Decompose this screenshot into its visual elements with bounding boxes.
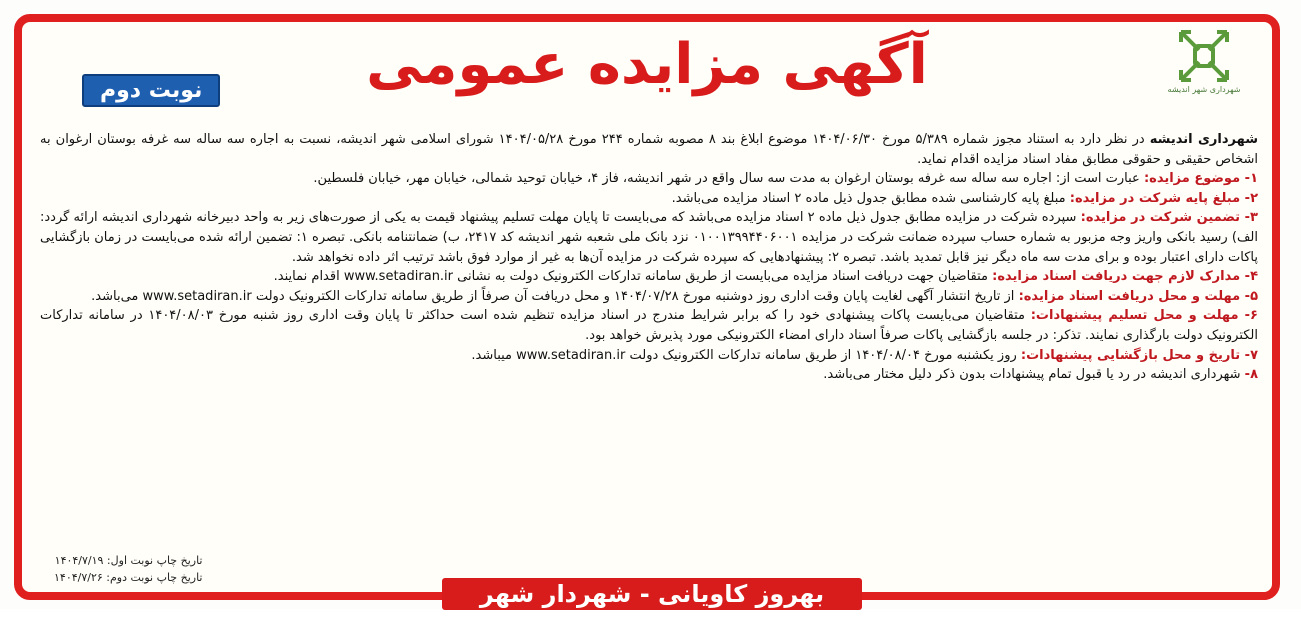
list-item bbox=[40, 267, 1258, 287]
list-item bbox=[40, 365, 1258, 385]
list-item bbox=[40, 208, 1258, 267]
item-text: متقاضیان می‌بایست پاکات پیشنهادی خود را که برابر شرایط مندرج در اسناد مزایده تنظیم شده است حداکثر تا پایان وقت اداری روز شنبه مورخ ۱۴۰۴/۰۸/۰۳ در سامانه تدارکات الکترونیک دولت بارگذاری نمایند. تذکر: در جلسه بازگشایی پاکات صرفاً اسناد دارای امضاء الکترونیکی مورد پذیرش خواهد بود. bbox=[40, 308, 1258, 343]
item-heading: ۳- تضمین شرکت در مزایده: bbox=[1080, 210, 1258, 226]
intro-lead: شهرداری اندیشه bbox=[1149, 132, 1258, 147]
list-item bbox=[40, 287, 1258, 307]
item-text: شهرداری اندیشه در رد یا قبول تمام پیشنهادات بدون ذکر دلیل مختار می‌باشد. bbox=[823, 367, 1241, 383]
item-text: از تاریخ انتشار آگهی لغایت پایان وقت اداری روز دوشنبه مورخ ۱۴۰۴/۰۷/۲۸ و محل دریافت آن صرفاً از طریق سامانه تدارکات الکترونیک دولت www.setadiran.ir می‌باشد. bbox=[91, 288, 1015, 304]
notice-frame bbox=[14, 14, 1280, 640]
signature-banner: بهروز کاویانی - شهردار شهر اندیشه bbox=[442, 578, 862, 610]
item-text: مبلغ پایه کارشناسی شده مطابق جدول ذیل ماده ۲ اسناد مزایده می‌باشد. bbox=[671, 190, 1066, 206]
logo-caption: شهرداری شهر اندیشه bbox=[1167, 85, 1241, 94]
round-badge: نوبت دوم bbox=[82, 74, 220, 107]
item-heading: ۷- تاریخ و محل بازگشایی پیشنهادات: bbox=[1020, 347, 1258, 363]
item-heading: ۶- مهلت و محل تسلیم پیشنهادات: bbox=[1030, 308, 1258, 324]
second-print-date: تاریخ چاپ نوبت دوم: ۱۴۰۴/۷/۲۶ bbox=[54, 571, 203, 584]
intro-paragraph bbox=[40, 130, 1258, 169]
print-dates bbox=[54, 552, 203, 586]
list-item bbox=[40, 189, 1258, 209]
item-text: عبارت است از: اجاره سه ساله سه غرفه بوستان ارغوان به مدت سه سال واقع در شهر اندیشه، فاز ۴، خیابان توحید شمالی، خیابان مهر، خیابان فلسطین. bbox=[313, 171, 1140, 187]
item-text: سپرده شرکت در مزایده مطابق جدول ذیل ماده ۲ اسناد مزایده می‌باشد که می‌بایست تا پایان مهلت تسلیم پیشنهاد قیمت به یکی از صورت‌های زیر به واحد دبیرخانه شهرداری اندیشه ارائه گردد: الف) رسید بانکی واریز وجه مزبور به شماره حساب سپرده ضمانت شرکت در مزایده ۰۱۰۰۱۳۹۹۴۴۰۶۰۰۱ نزد بانک ملی شعبه شهر اندیشه کد ۲۴۱۷، ب) ضمانتنامه بانکی. تبصره ۱: تضمین ارائه شده می‌بایست در زمان بازگشایی پاکات دارای اعتبار بوده و برای مدت سه ماه دیگر نیز قابل تمدید باشد. تبصره ۲: پیشنهادهایی که سپرده شرکت در مزایده آن‌ها به غیر از موارد فوق باشد ترتیب اثر داده نخواهد شد. bbox=[40, 210, 1259, 265]
list-item bbox=[40, 346, 1258, 366]
first-print-date: تاریخ چاپ نوبت اول: ۱۴۰۴/۷/۱۹ bbox=[54, 554, 203, 567]
item-heading: ۲- مبلغ پایه شرکت در مزایده: bbox=[1069, 190, 1258, 206]
list-item bbox=[40, 306, 1258, 345]
list-item bbox=[40, 169, 1258, 189]
intro-text: در نظر دارد به استناد مجوز شماره ۵/۳۸۹ مورخ ۱۴۰۴/۰۶/۳۰ موضوع ابلاغ بند ۸ مصوبه شماره ۲۴۴ مورخ ۱۴۰۴/۰۵/۲۸ شورای اسلامی شهر اندیشه، نسبت به اجاره سه ساله سه غرفه بوستان ارغوان به اشخاص حقیقی و حقوقی مطابق مفاد اسناد مزایده اقدام نماید. bbox=[40, 132, 1258, 167]
item-heading: ۵- مهلت و محل دریافت اسناد مزایده: bbox=[1018, 288, 1258, 304]
page-title: آگهی مزایده عمومی bbox=[366, 32, 928, 97]
item-heading: ۱- موضوع مزایده: bbox=[1143, 171, 1258, 187]
item-heading: ۴- مدارک لازم جهت دریافت اسناد مزایده: bbox=[992, 269, 1258, 285]
item-text: متقاضیان جهت دریافت اسناد مزایده می‌بایست از طریق سامانه تدارکات الکترونیک دولت به نشانی www.setadiran.ir اقدام نمایند. bbox=[273, 269, 988, 285]
item-heading: ۸- bbox=[1244, 367, 1258, 383]
item-text: روز یکشنبه مورخ ۱۴۰۴/۰۸/۰۴ از طریق سامانه تدارکات الکترونیک دولت www.setadiran.ir میباشد. bbox=[471, 347, 1017, 363]
notice-body bbox=[40, 130, 1258, 385]
